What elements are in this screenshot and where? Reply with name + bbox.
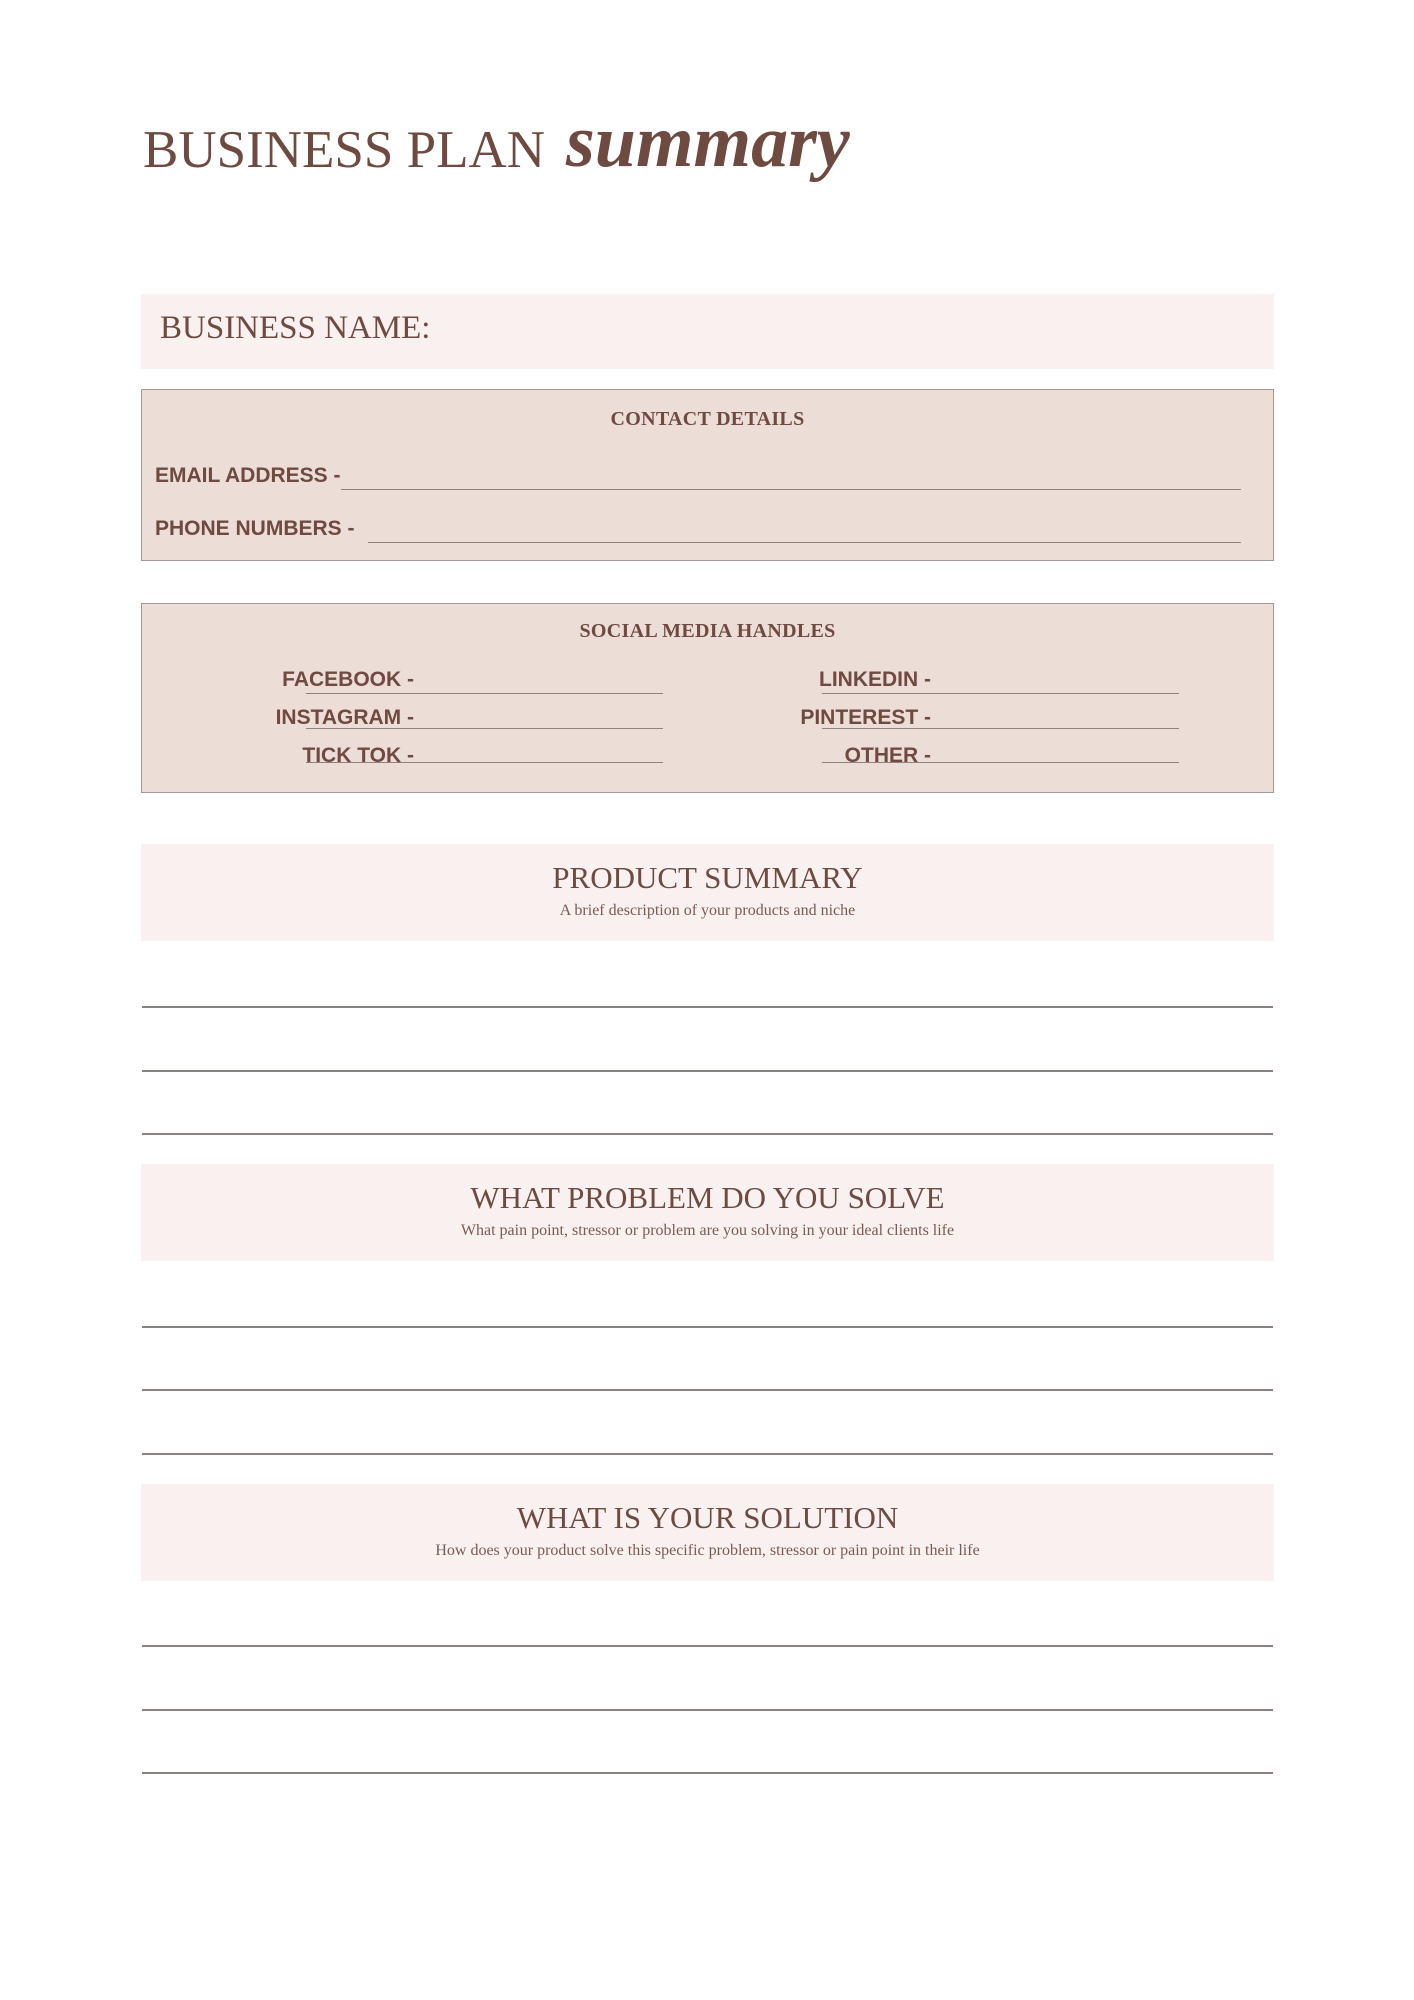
- linkedin-field[interactable]: [822, 693, 1179, 694]
- email-label: EMAIL ADDRESS -: [155, 464, 341, 487]
- solution-line-1[interactable]: [142, 1645, 1273, 1647]
- solution-line-2[interactable]: [142, 1709, 1273, 1711]
- problem-heading: WHAT PROBLEM DO YOU SOLVE: [470, 1180, 945, 1215]
- business-name-band: [141, 294, 1274, 369]
- solution-band: [141, 1484, 1274, 1581]
- page-title-script: summary: [566, 101, 850, 183]
- pinterest-field[interactable]: [822, 728, 1179, 729]
- product-summary-line-2[interactable]: [142, 1070, 1273, 1072]
- social-media-title: SOCIAL MEDIA HANDLES: [579, 620, 836, 642]
- contact-details-panel: [141, 389, 1274, 561]
- product-summary-subtitle: A brief description of your products and niche: [559, 902, 856, 919]
- pinterest-label: PINTEREST -: [800, 706, 931, 729]
- instagram-label: INSTAGRAM -: [275, 706, 414, 729]
- other-label: OTHER -: [844, 744, 931, 767]
- facebook-field[interactable]: [306, 693, 663, 694]
- facebook-label: FACEBOOK -: [282, 668, 414, 691]
- solution-line-3[interactable]: [142, 1772, 1273, 1774]
- problem-line-1[interactable]: [142, 1326, 1273, 1328]
- phone-field[interactable]: [368, 542, 1241, 543]
- problem-line-2[interactable]: [142, 1389, 1273, 1391]
- product-summary-line-1[interactable]: [142, 1006, 1273, 1008]
- business-name-label: BUSINESS NAME:: [160, 310, 431, 346]
- email-field[interactable]: [341, 489, 1241, 490]
- linkedin-label: LINKEDIN -: [819, 668, 931, 691]
- product-summary-heading: PRODUCT SUMMARY: [552, 860, 863, 895]
- instagram-field[interactable]: [306, 728, 663, 729]
- problem-line-3[interactable]: [142, 1453, 1273, 1455]
- social-media-panel: [141, 603, 1274, 793]
- tiktok-label: TICK TOK -: [302, 744, 414, 767]
- product-summary-band: [141, 844, 1274, 941]
- solution-heading: WHAT IS YOUR SOLUTION: [516, 1500, 899, 1535]
- product-summary-line-3[interactable]: [142, 1133, 1273, 1135]
- problem-subtitle: What pain point, stressor or problem are you solving in your ideal clients life: [460, 1222, 955, 1239]
- contact-details-title: CONTACT DETAILS: [610, 408, 805, 430]
- page-title: BUSINESS PLAN: [143, 121, 546, 179]
- other-field[interactable]: [822, 762, 1179, 763]
- phone-label: PHONE NUMBERS -: [155, 517, 355, 540]
- problem-band: [141, 1164, 1274, 1261]
- solution-subtitle: How does your product solve this specific problem, stressor or pain point in their life: [435, 1542, 980, 1559]
- tiktok-field[interactable]: [306, 762, 663, 763]
